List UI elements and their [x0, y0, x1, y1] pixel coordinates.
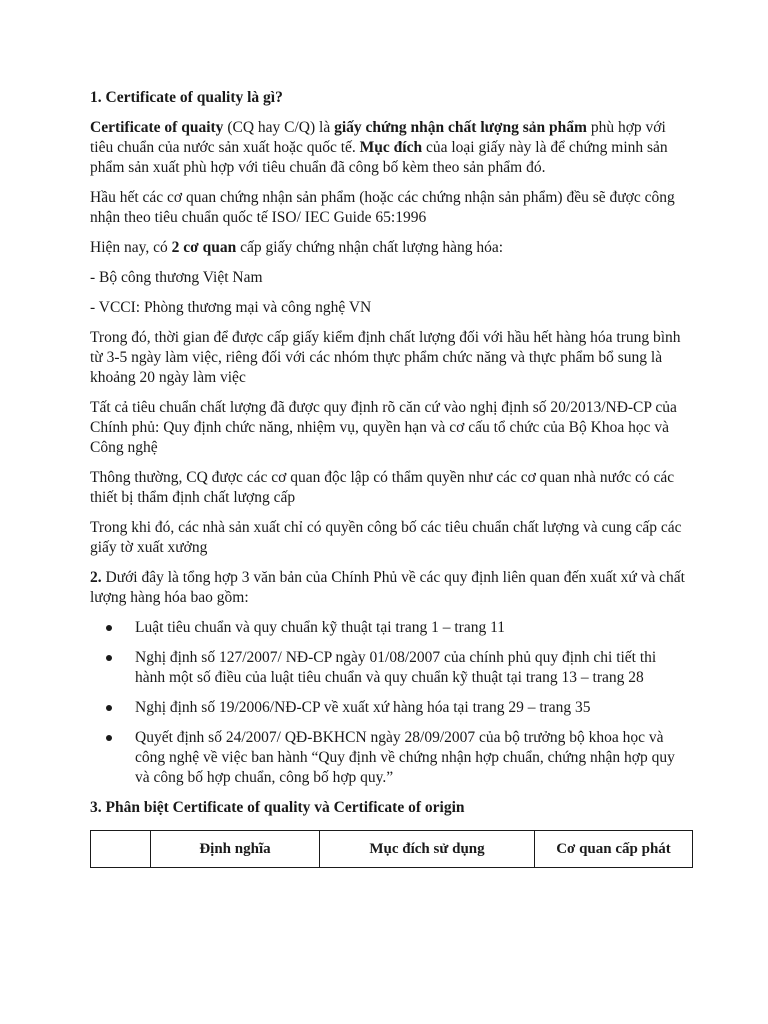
section-3-heading: 3. Phân biệt Certificate of quality và Certificate of origin	[90, 799, 465, 816]
section-1-paragraph-agencies: Hiện nay, có 2 cơ quan cấp giấy chứng nhận chất lượng hàng hóa:	[90, 239, 504, 256]
term-purpose: Mục đích	[359, 139, 423, 156]
table-header-row	[91, 831, 693, 868]
table-header-issuer: Cơ quan cấp phát	[535, 831, 693, 868]
comparison-table	[90, 830, 693, 868]
table-header-definition: Định nghĩa	[151, 831, 320, 868]
agency-item-ministry: - Bộ công thương Việt Nam	[90, 269, 263, 286]
list-item: Luật tiêu chuẩn và quy chuẩn kỹ thuật tại trang 1 – trang 11	[135, 618, 688, 638]
section-2-intro: 2. Dưới đây là tổng hợp 3 văn bản của Chính Phủ về các quy định liên quan đến xuất xứ và chất lượng hàng hóa bao gồm:	[90, 569, 685, 606]
section-1-paragraph-timeline: Trong đó, thời gian để được cấp giấy kiểm định chất lượng đối với hầu hết hàng hóa trung bình từ 3-5 ngày làm việc, riêng đối với các nhóm thực phẩm chức năng và thực phẩm bổ sung là khoảng 20 ngày làm việc	[90, 329, 681, 386]
list-item: Quyết định số 24/2007/ QĐ-BKHCN ngày 28/09/2007 của bộ trưởng bộ khoa học và công nghệ về việc ban hành “Quy định về chứng nhận hợp chuẩn, chứng nhận hợp quy và công bố hợp chuẩn, công bố hợp quy.”	[135, 728, 688, 788]
term-quality-certificate: giấy chứng nhận chất lượng sản phẩm	[334, 119, 587, 136]
section-1-paragraph-manufacturers: Trong khi đó, các nhà sản xuất chỉ có quyền công bố các tiêu chuẩn chất lượng và cung cấp các giấy tờ xuất xưởng	[90, 519, 682, 556]
list-item: Nghị định số 127/2007/ NĐ-CP ngày 01/08/2007 của chính phủ quy định chi tiết thi hành một số điều của luật tiêu chuẩn và quy chuẩn kỹ thuật tại trang 13 – trang 28	[135, 648, 688, 688]
section-1-paragraph-usually: Thông thường, CQ được các cơ quan độc lập có thẩm quyền như các cơ quan nhà nước có các thiết bị thẩm định chất lượng cấp	[90, 469, 675, 506]
section-1-paragraph-decree: Tất cả tiêu chuẩn chất lượng đã được quy định rõ căn cứ vào nghị định số 20/2013/NĐ-CP của Chính phủ: Quy định chức năng, nhiệm vụ, quyền hạn và cơ cấu tổ chức của Bộ Khoa học và Công nghệ	[90, 399, 677, 456]
agency-item-vcci: - VCCI: Phòng thương mại và công nghệ VN	[90, 299, 372, 316]
section-1-paragraph-iso: Hầu hết các cơ quan chứng nhận sản phẩm (hoặc các chứng nhận sản phẩm) đều sẽ được công nhận theo tiêu chuẩn quốc tế ISO/ IEC Guide 65:1996	[90, 189, 675, 226]
term-two-agencies: 2 cơ quan	[171, 239, 237, 256]
section-1-heading: 1. Certificate of quality là gì?	[90, 89, 283, 106]
table-header-blank	[91, 831, 151, 868]
list-item: Nghị định số 19/2006/NĐ-CP về xuất xứ hàng hóa tại trang 29 – trang 35	[135, 698, 688, 718]
term-certificate-of-quality: Certificate of quaity	[90, 119, 224, 136]
table-header-purpose: Mục đích sử dụng	[320, 831, 535, 868]
section-2-number: 2.	[90, 569, 102, 586]
document-list	[90, 618, 688, 788]
section-1-paragraph-definition: Certificate of quaity (CQ hay C/Q) là giấy chứng nhận chất lượng sản phẩm phù hợp với tiêu chuẩn của nước sản xuất hoặc quốc tế. Mục đích của loại giấy này là để chứng minh sản phẩm sản xuất phù hợp với tiêu chuẩn đã công bố kèm theo sản phẩm đó.	[90, 119, 668, 176]
